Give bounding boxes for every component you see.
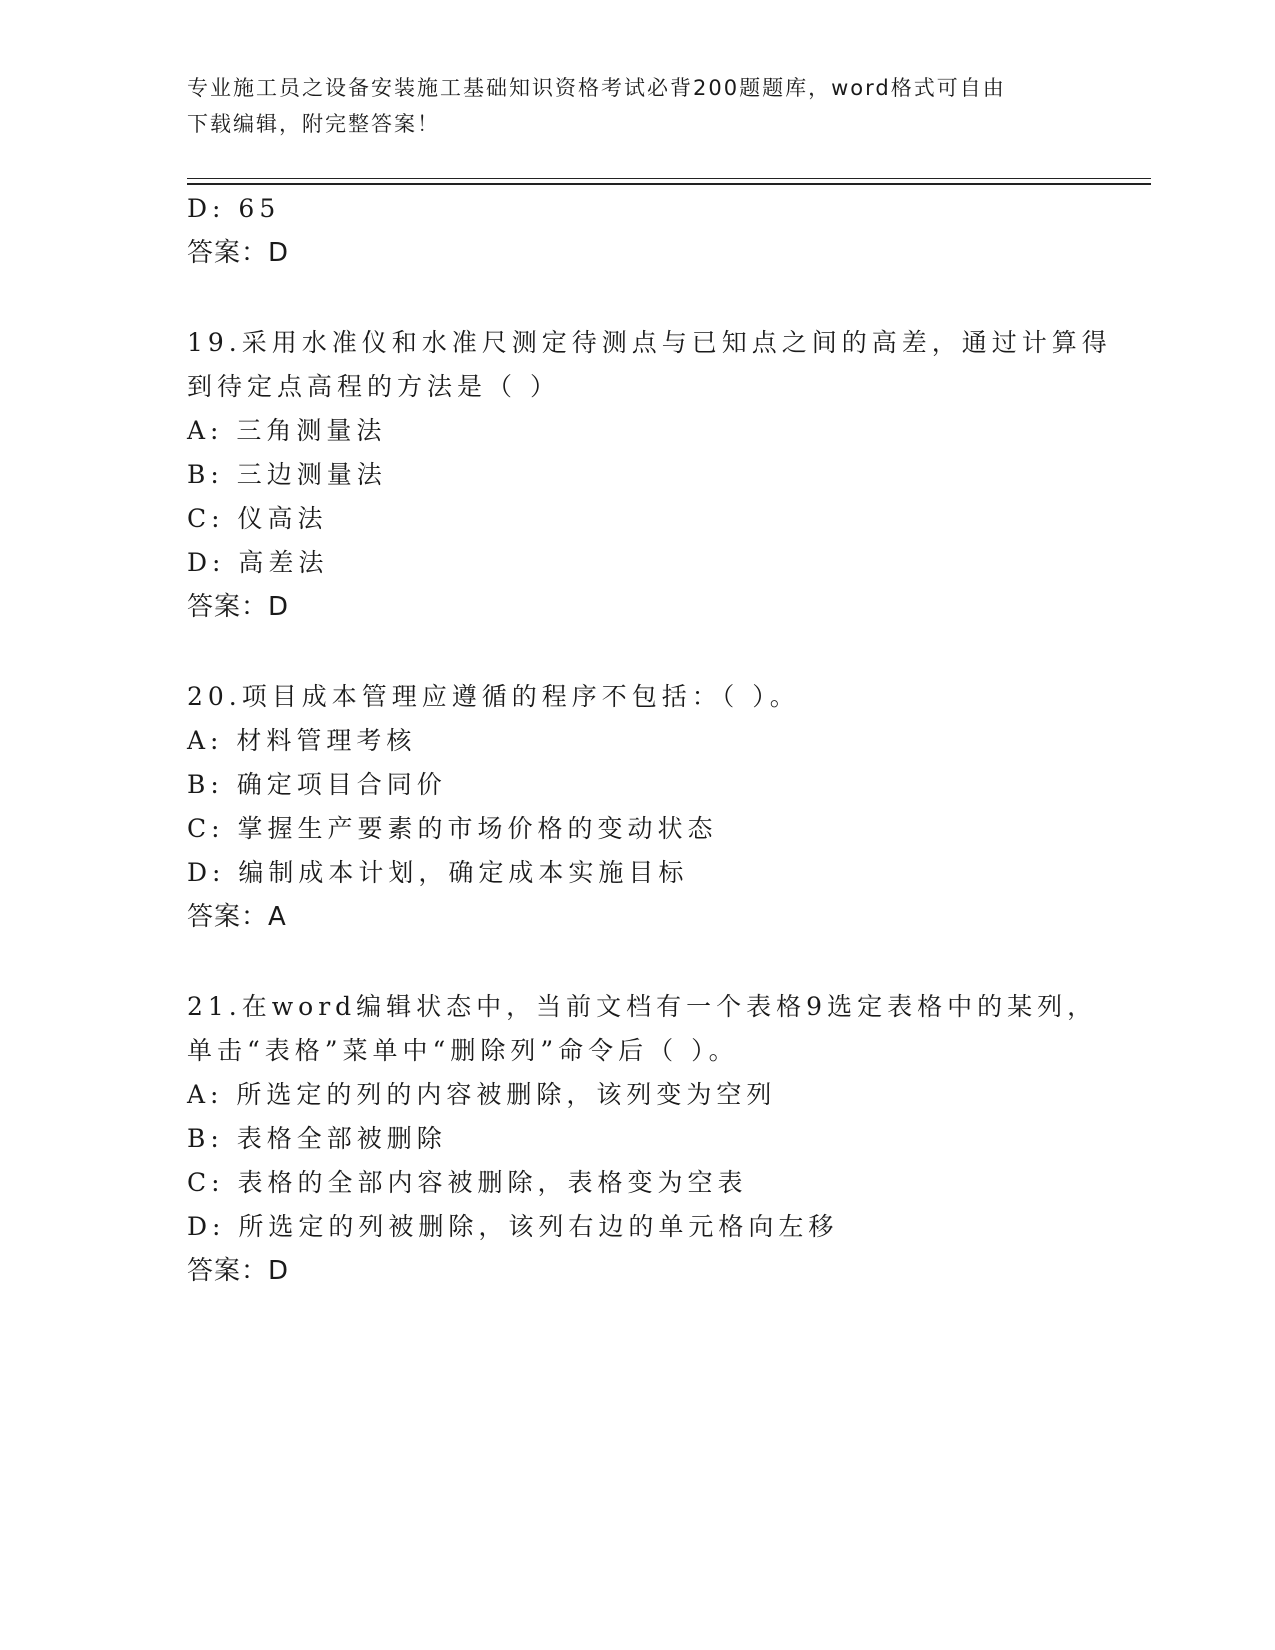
q20-option-b: B: 确定项目合同价: [187, 770, 447, 799]
q21-stem-line-1: 21.在word编辑状态中，当前文档有一个表格9选定表格中的某列，: [187, 992, 1098, 1021]
header-line-1: 专业施工员之设备安装施工基础知识资格考试必背200题题库，word格式可自由: [187, 76, 1006, 100]
q21-option-d: D: 所选定的列被删除，该列右边的单元格向左移: [187, 1212, 839, 1241]
q21-option-a: A: 所选定的列的内容被删除，该列变为空列: [187, 1080, 777, 1109]
q21-option-c: C: 表格的全部内容被删除，表格变为空表: [187, 1168, 748, 1197]
q19-option-a: A: 三角测量法: [187, 416, 387, 445]
q19-option-b: B: 三边测量法: [187, 460, 387, 489]
q21-answer: 答案：D: [187, 1256, 290, 1286]
q20-option-a: A: 材料管理考核: [187, 726, 417, 755]
q20-stem-line-1: 20.项目成本管理应遵循的程序不包括：（ ）。: [187, 682, 800, 711]
q20-answer: 答案：A: [187, 902, 287, 932]
header-rule-thin: [187, 178, 1151, 179]
q19-stem-line-1: 19.采用水准仪和水准尺测定待测点与已知点之间的高差，通过计算得: [187, 328, 1112, 357]
header-rule-thick: [187, 183, 1151, 185]
q19-option-d: D: 高差法: [187, 548, 329, 577]
prev-option-d: D: 65: [187, 194, 281, 223]
q21-stem-line-2: 单击“表格”菜单中“删除列”命令后（ ）。: [187, 1036, 739, 1065]
prev-answer: 答案：D: [187, 238, 290, 268]
q21-option-b: B: 表格全部被删除: [187, 1124, 447, 1153]
q19-option-c: C: 仪高法: [187, 504, 328, 533]
q19-stem-line-2: 到待定点高程的方法是（ ）: [187, 372, 560, 401]
header-line-2: 下载编辑，附完整答案！: [187, 112, 440, 136]
page-header: [187, 70, 1087, 142]
q20-option-d: D: 编制成本计划，确定成本实施目标: [187, 858, 689, 887]
q20-option-c: C: 掌握生产要素的市场价格的变动状态: [187, 814, 718, 843]
q19-answer: 答案：D: [187, 592, 290, 622]
